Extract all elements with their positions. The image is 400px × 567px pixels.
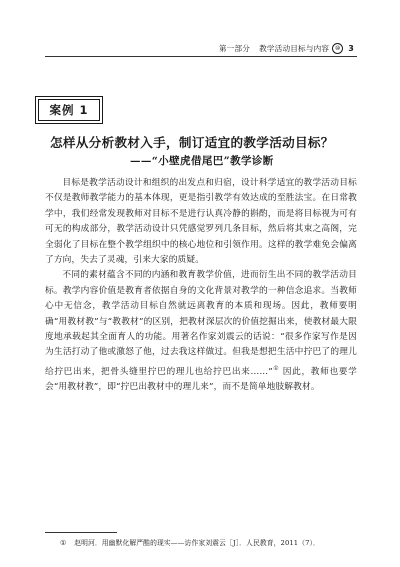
case-label: 案例 1 — [38, 99, 100, 121]
header-divider — [45, 56, 357, 57]
header-part: 第一部分 — [218, 44, 251, 53]
paragraph-2-tail: 因此，教师也要学会“用教材教”，即“拧巴出教材中的理儿来”，而不是简单地肢解教材。 — [45, 366, 357, 393]
page-title: 怎样从分析教材入手，制订适宜的教学活动目标？ — [50, 135, 334, 150]
chapter-mark-icon: ⑩ — [332, 43, 343, 54]
paragraph-2-text: 不同的素材蕴含不同的内涵和教育教学价值，进而衍生出不同的教学活动目标。教学内容价值是教育者依据自身的文化背景对教学的一种信念追求。当教师心中无信念，教学活动目标自然就远离教育的本质和现场。因此，教师要明确“用教材教”与“教教材”的区别，把教材深层次的价值挖掘出来，使教材最大限度地承载起其全面育人的功能。用著名作家刘震云的话说：“很多作家写作是因为生活打动了他或激怒了他，过去我这样做过。但我是想把生活中拧巴了的理儿给拧巴出来，把骨头缝里拧巴的理儿也给拧巴出来……” — [45, 270, 357, 377]
paragraph-2 — [45, 268, 357, 395]
footnote-ref: ① — [272, 364, 280, 372]
page-subtitle: ——“小壁虎借尾巴”教学诊断 — [130, 155, 274, 167]
footnote — [60, 537, 360, 547]
running-header — [219, 43, 354, 54]
paragraph-1: 目标是教学活动设计和组织的出发点和归宿，设计科学适宜的教学活动目标不仅是教师教学能力的基本体现，更是指引教学有效达成的至胜法宝。在日常教学中，我们经常发现教师对目标不是进行认真冷静的斟酌，而是将目标视为可有可无的构成部分，教学活动设计只凭感觉罗列几条目标，然后将其束之高阁，完全弱化了目标在整个教学组织中的核心地位和引领作用。这样的教学难免会偏离了方向，失去了灵魂，引来大家的质疑。 — [45, 178, 357, 266]
footnote-mark: ① — [60, 539, 67, 547]
footnote-divider — [45, 532, 117, 533]
header-chapter: 教学活动目标与内容 — [259, 44, 330, 53]
body-text — [45, 176, 357, 396]
footnote-text: 赵明河．用幽默化解严酷的现实——访作家刘震云［J］．人民教育，2011（7）． — [74, 539, 320, 547]
page-number: 3 — [348, 44, 354, 53]
